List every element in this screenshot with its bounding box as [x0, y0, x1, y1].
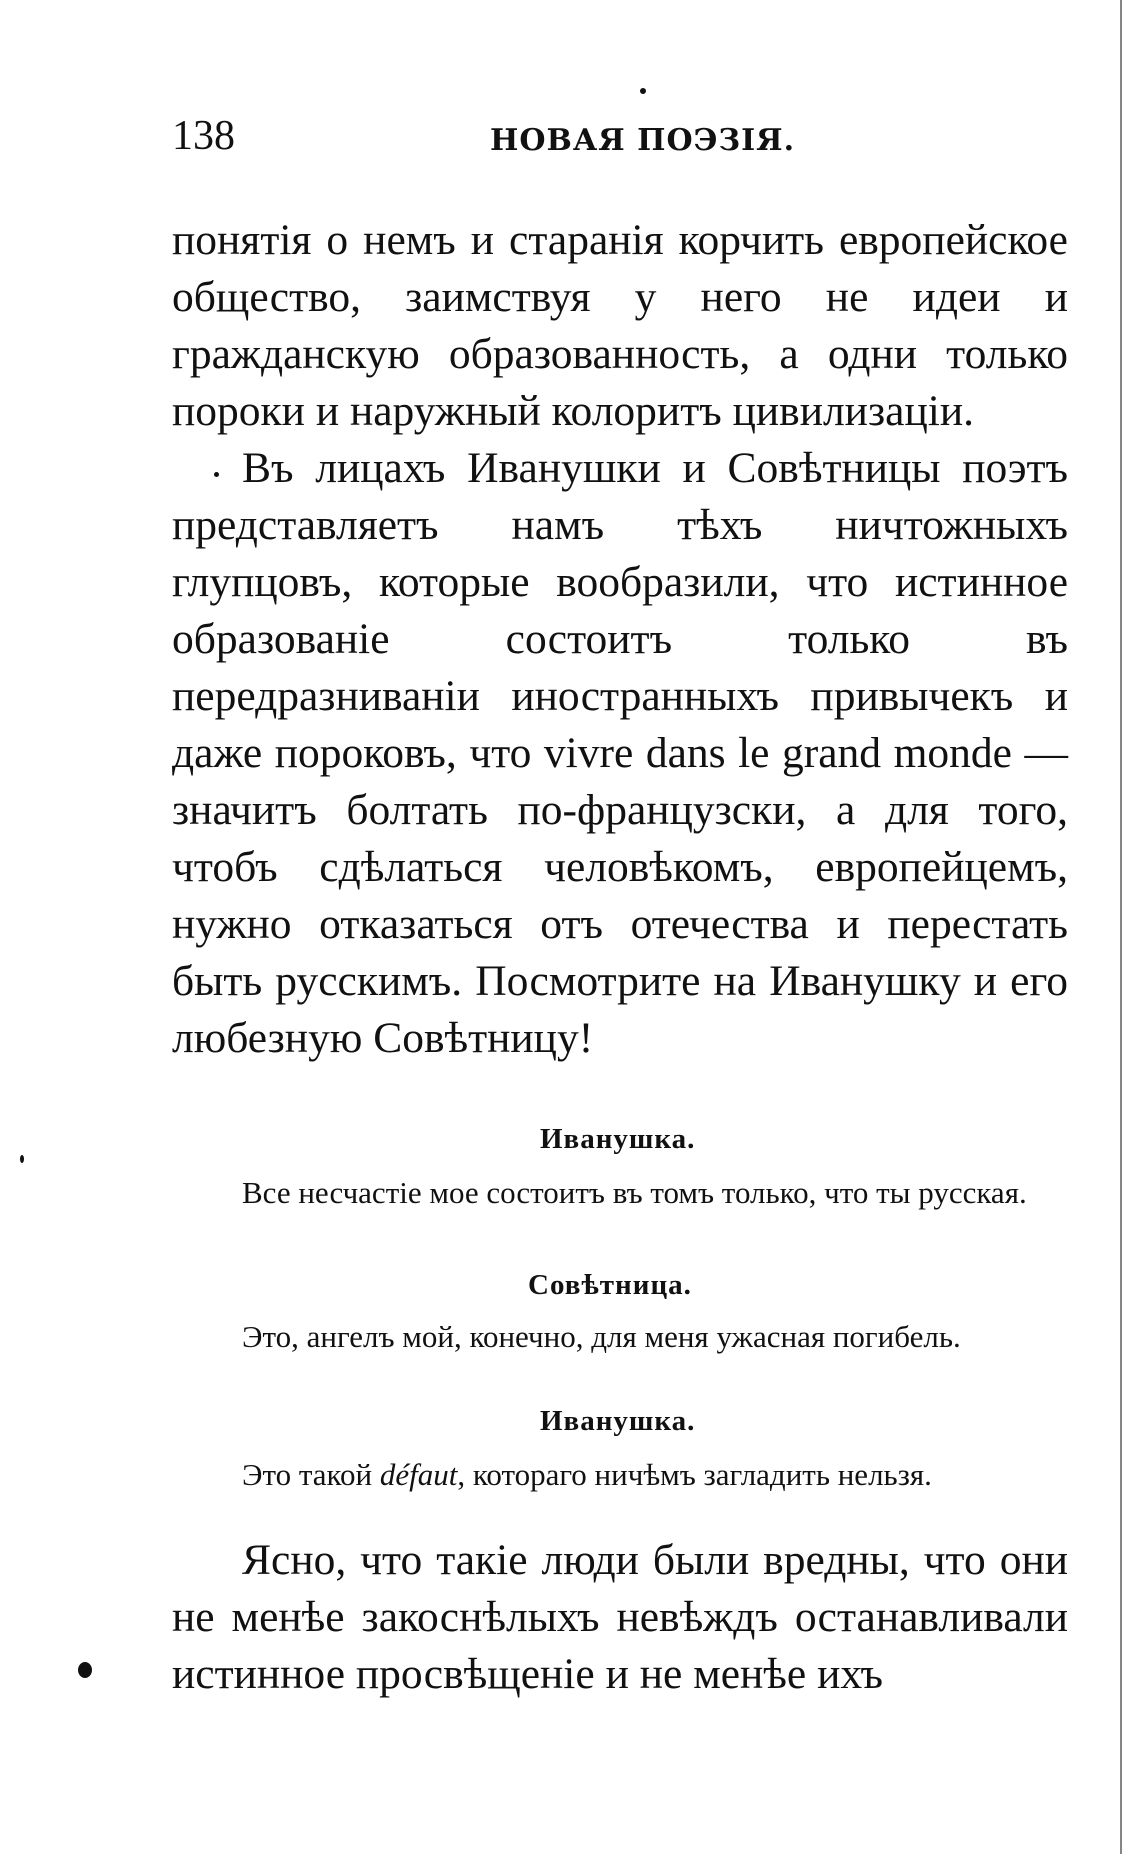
paragraph-2: Въ лицахъ Иванушки и Совѣтницы поэтъ представляетъ намъ тѣхъ ничтожныхъ глупцовъ, которые вообразили, что истинное образованіе состоитъ только въ передразниваніи иностранныхъ привычекъ и даже пороковъ, что vivre dans le grand monde — значитъ болтать по-французски, а для того, чтобъ сдѣлаться человѣкомъ, европейцемъ, нужно отказаться отъ отечества и перестать быть русскимъ. Посмотрите на Иванушку и его любезную Совѣтницу!: [172, 444, 1068, 1062]
page-header: [172, 112, 1068, 172]
dialogue-line-3-end: , котораго ничѣмъ загладить нельзя.: [457, 1457, 932, 1492]
page-edge-line: [1120, 0, 1122, 1854]
ink-speck: [20, 1155, 24, 1163]
speaker-ivanushka-2: Иванушка.: [540, 1405, 696, 1437]
paragraph-3: Ясно, что такіе люди были вредны, что они не менѣе закоснѣлыхъ невѣждъ останавливали истинное просвѣщеніе и не менѣе ихъ: [172, 1536, 1068, 1698]
dialogue-line-3: [172, 1454, 1068, 1496]
page-number: 138: [172, 113, 235, 159]
paragraph-1: понятія о немъ и старанія корчить европейское общество, заимствуя у него не идеи и гражданскую образованность, а одни только пороки и наружный колоритъ цивилизаціи.: [172, 216, 1068, 435]
speaker-sovetnitsa: Совѣтница.: [528, 1269, 692, 1301]
dialogue-line-3-start: Это такой: [242, 1457, 380, 1492]
running-title: НОВАЯ ПОЭЗІЯ.: [490, 123, 796, 158]
ink-speck: [78, 1662, 92, 1678]
dialogue-line-2: Это, ангелъ мой, конечно, для меня ужасная погибель.: [242, 1319, 961, 1354]
french-word: défaut: [379, 1457, 458, 1492]
ink-speck: [640, 88, 646, 94]
dialogue-line-1: Все несчастіе мое состоитъ въ томъ только, что ты русская.: [242, 1175, 1027, 1210]
speaker-ivanushka: Иванушка.: [540, 1123, 696, 1155]
